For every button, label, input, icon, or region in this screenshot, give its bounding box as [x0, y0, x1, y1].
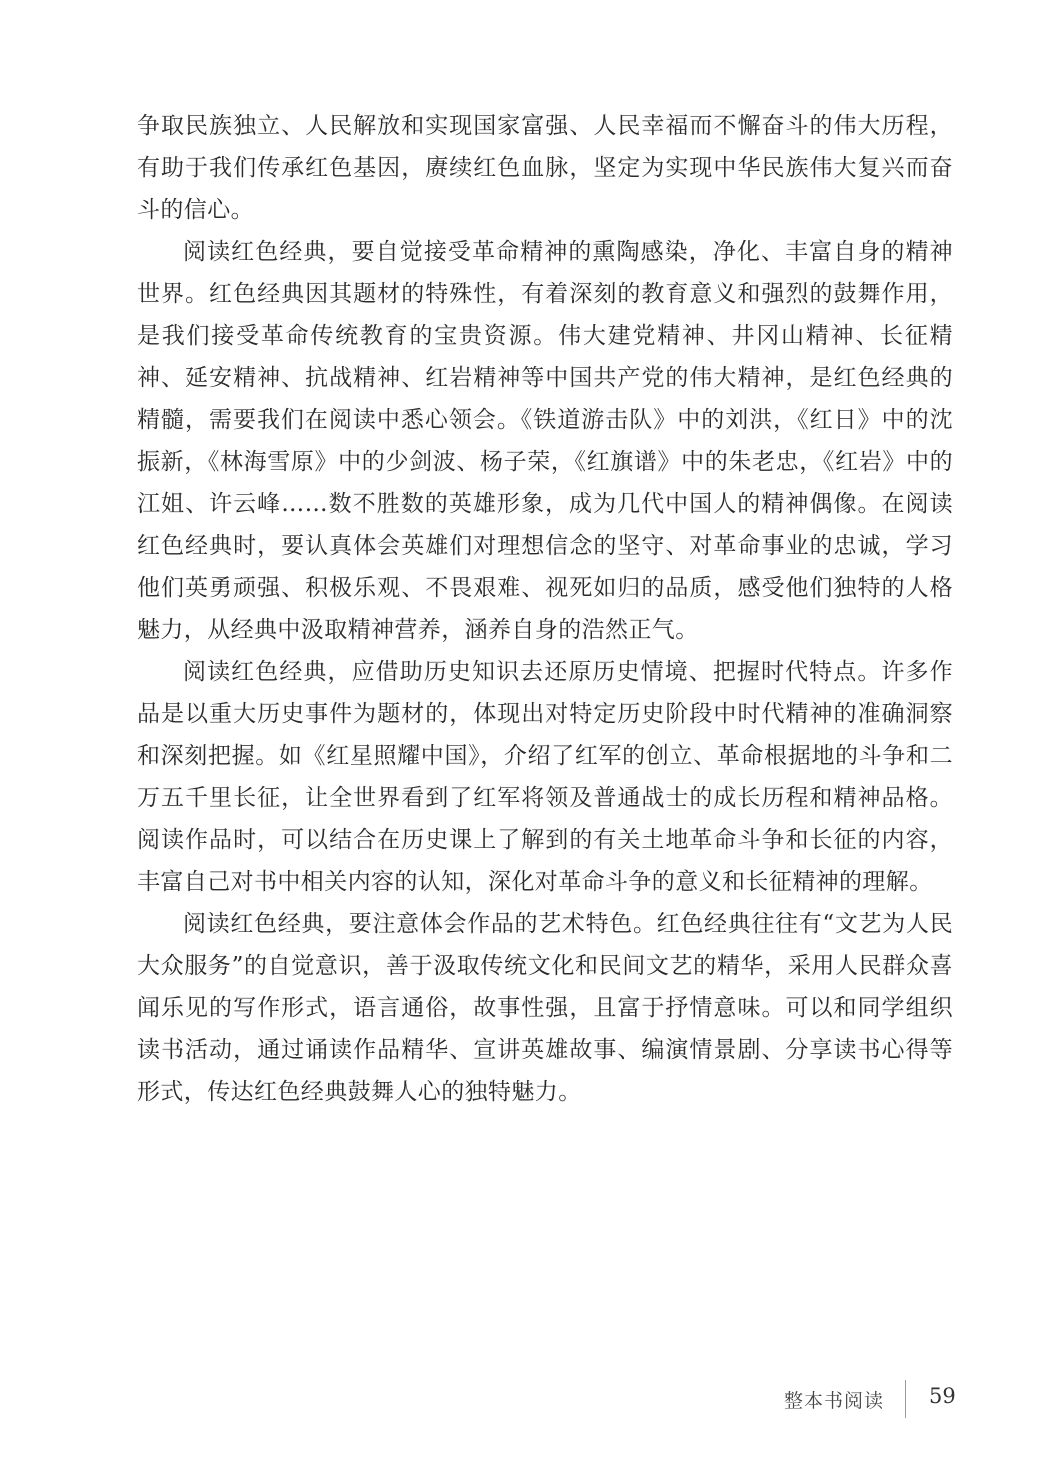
page-number: 59 [929, 1384, 956, 1408]
paragraph-1: 争取民族独立、人民解放和实现国家富强、人民幸福而不懈奋斗的伟大历程，有助于我们传承红色基因，赓续红色血脉，坚定为实现中华民族伟大复兴而奋斗的信心。 [137, 113, 953, 223]
footer-divider [905, 1380, 906, 1418]
page-footer [0, 1380, 1044, 1420]
footer-section-title: 整本书阅读 [783, 1390, 884, 1412]
paragraph-4: 阅读红色经典，要注意体会作品的艺术特色。红色经典往往有“文艺为人民大众服务”的自觉意识，善于汲取传统文化和民间文艺的精华，采用人民群众喜闻乐见的写作形式，语言通俗，故事性强，且富于抒情意味。可以和同学组织读书活动，通过诵读作品精华、宣讲英雄故事、编演情景剧、分享读书心得等形式，传达红色经典鼓舞人心的独特魅力。 [137, 911, 953, 1105]
paragraph-2: 阅读红色经典，要自觉接受革命精神的熏陶感染，净化、丰富自身的精神世界。红色经典因其题材的特殊性，有着深刻的教育意义和强烈的鼓舞作用，是我们接受革命传统教育的宝贵资源。伟大建党精神、井冈山精神、长征精神、延安精神、抗战精神、红岩精神等中国共产党的伟大精神，是红色经典的精髓，需要我们在阅读中悉心领会。《铁道游击队》中的刘洪，《红日》中的沈振新，《林海雪原》中的少剑波、杨子荣，《红旗谱》中的朱老忠，《红岩》中的江姐、许云峰……数不胜数的英雄形象，成为几代中国人的精神偶像。在阅读红色经典时，要认真体会英雄们对理想信念的坚守、对革命事业的忠诚，学习他们英勇顽强、积极乐观、不畏艰难、视死如归的品质，感受他们独特的人格魅力，从经典中汲取精神营养，涵养自身的浩然正气。 [137, 239, 953, 643]
body-text [137, 105, 953, 1113]
paragraph-3: 阅读红色经典，应借助历史知识去还原历史情境、把握时代特点。许多作品是以重大历史事件为题材的，体现出对特定历史阶段中时代精神的准确洞察和深刻把握。如《红星照耀中国》，介绍了红军的创立、革命根据地的斗争和二万五千里长征，让全世界看到了红军将领及普通战士的成长历程和精神品格。阅读作品时，可以结合在历史课上了解到的有关土地革命斗争和长征的内容，丰富自己对书中相关内容的认知，深化对革命斗争的意义和长征精神的理解。 [137, 659, 953, 895]
